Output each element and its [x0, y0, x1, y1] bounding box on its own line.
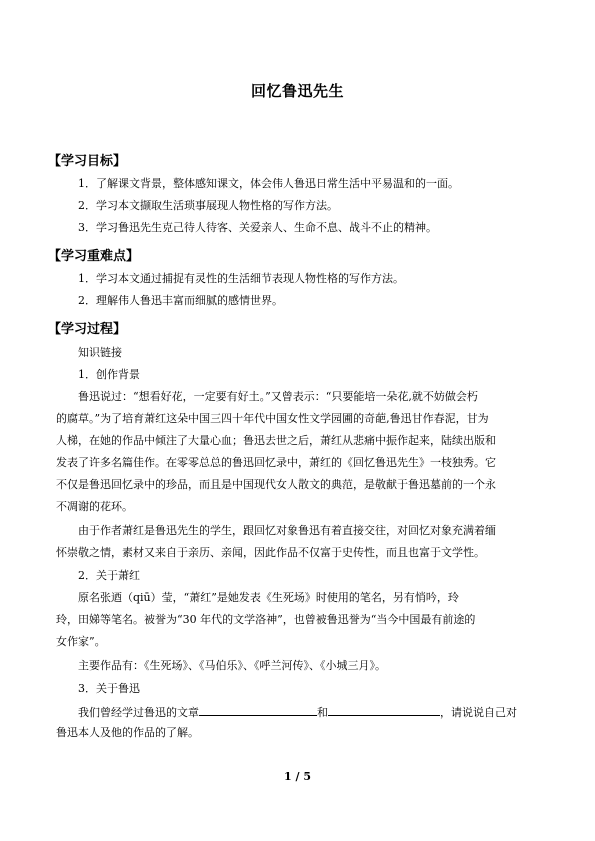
para-background-line: 不仅是鲁迅回忆录中的珍品，而且是中国现代女人散文的典范，是敬献于鲁迅墓前的一个永 — [56, 478, 496, 491]
answer-blank-2[interactable] — [328, 704, 440, 716]
works-list: 主要作品有：《生死场》、《马伯乐》、《呼兰河传》、《小城三月》。 — [78, 659, 386, 672]
page-title: 回忆鲁迅先生 — [250, 82, 344, 100]
para-background-line: 不凋谢的花环。 — [56, 500, 133, 513]
knowledge-link-label: 知识链接 — [78, 346, 122, 359]
question-text-part1: 我们曾经学过鲁迅的文章 — [78, 706, 199, 719]
answer-blank-1[interactable] — [199, 704, 317, 716]
goal-item-1: 1．了解课文背景，整体感知课文，体会伟人鲁迅日常生活中平易温和的一面。 — [78, 177, 459, 190]
question-line-1 — [78, 704, 517, 720]
para-background-line: 人梯，在她的作品中倾注了大量心血；鲁迅去世之后，萧红从悲痛中振作起来，陆续出版和 — [56, 434, 496, 447]
key-point-item-2: 2．理解伟人鲁迅丰富而细腻的感情世界。 — [78, 294, 283, 307]
question-text-part2: 和 — [317, 706, 328, 719]
subheading-xiaohong: 2．关于萧红 — [78, 569, 140, 582]
section-heading-key-points: 【学习重难点】 — [48, 249, 140, 264]
para-xiaohong-line: 玲，田娣等笔名。被誉为“30 年代的文学洛神”，也曾被鲁迅誉为“当今中国最有前途的 — [56, 613, 476, 626]
goal-item-3: 3．学习鲁迅先生克己待人待客、关爱亲人、生命不息、战斗不止的精神。 — [78, 221, 437, 234]
subheading-luxun: 3．关于鲁迅 — [78, 682, 140, 695]
question-line-2: 鲁迅本人及他的作品的了解。 — [56, 726, 199, 739]
para-background-line: 的腐草。”为了培育萧红这朵中国三四十年代中国女性文学园圃的奇葩,鲁迅甘作春泥，甘为 — [56, 412, 489, 425]
para-background-line: 发表了许多名篇佳作。在零零总总的鲁迅回忆录中，萧红的《回忆鲁迅先生》一枝独秀。它 — [56, 456, 496, 469]
goal-item-2: 2．学习本文撷取生活琐事展现人物性格的写作方法。 — [78, 199, 338, 212]
question-text-part3: ，请说说自己对 — [440, 706, 517, 719]
subheading-background: 1．创作背景 — [78, 368, 140, 381]
page-number: 1 / 5 — [284, 770, 311, 783]
para-author-line: 由于作者萧红是鲁迅先生的学生，跟回忆对象鲁迅有着直接交往，对回忆对象充满着缅 — [78, 524, 496, 537]
para-xiaohong-line: 原名张迺（qiū）莹，“萧红”是她发表《生死场》时使用的笔名，另有悄吟，玲 — [78, 591, 459, 604]
section-heading-process: 【学习过程】 — [48, 322, 127, 337]
para-xiaohong-line: 女作家”。 — [56, 635, 106, 648]
key-point-item-1: 1．学习本文通过捕捉有灵性的生活细节表现人物性格的写作方法。 — [78, 272, 404, 285]
para-background-line: 鲁迅说过：“想看好花，一定要有好土。”又曾表示：“只要能培一朵花,就不妨做会朽 — [78, 390, 478, 403]
para-author-line: 怀崇敬之情，素材又来自于亲历、亲闻，因此作品不仅富于史传性，而且也富于文学性。 — [56, 546, 485, 559]
section-heading-goals: 【学习目标】 — [48, 154, 127, 169]
